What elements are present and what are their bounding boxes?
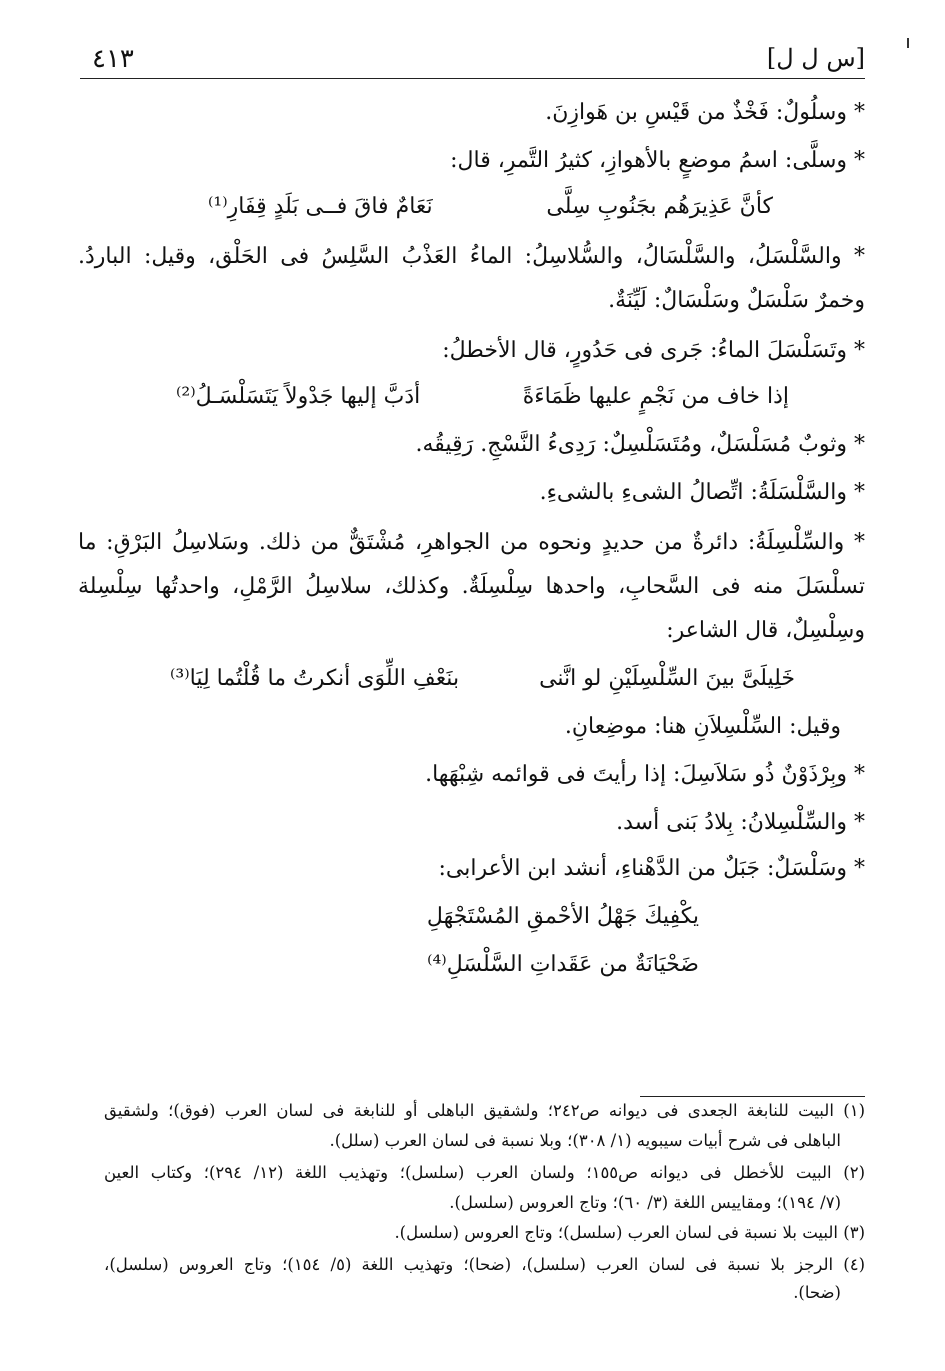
entry-line: وسِلْسِلٌ، قال الشاعر:	[666, 618, 865, 643]
footnote-line: (٧/ ١٩٤)؛ ومقاييس اللغة (٣/ ٦٠)؛ وتاج العروس (سلسل).	[449, 1193, 841, 1212]
entry-line: * والسِّلْسِلانُ: بِلادُ بَنى أسد.	[616, 810, 865, 835]
verse-2-second-hemistich: أدَبَّ إليها جَدْولاً يَتَسَلْسَـلُ⁽²⁾	[176, 384, 421, 409]
entry-line: * وتَسَلْسَلَ الماءُ: جَرى فى حَدُورٍ، قال الأخطلُ:	[442, 338, 865, 363]
entry-line: تسلْسَلَ منه فى السَّحابِ، واحدها سِلْسِلَةٌ. وكذلك، سلاسِلُ الرَّمْلِ، واحدتُها سِلْسِلة	[78, 574, 865, 599]
verse-1-second-hemistich: نَعَامٌ فاقَ فــى بَلَدٍ قِفَارِ⁽¹⁾	[208, 194, 433, 219]
header-rule	[80, 78, 865, 79]
entry-line: * وسَلْسَلٌ: جَبَلٌ من الدَّهْناءِ، أنشد ابن الأعرابى:	[438, 856, 865, 881]
entry-line: * وبِرْذَوْنٌ ذُو سَلاَسِلَ: إذا رأيتَ فى قوائمه شِبْهَها.	[425, 762, 865, 787]
verse-3-second-hemistich: بنَعْفِ اللِّوَى أنكرتُ ما قُلْتُما لِيَا⁽³⁾	[170, 666, 460, 691]
section-header: [س ل ل]	[766, 44, 865, 72]
entry-line: * والسَّلْسَلَةُ: اتِّصالُ الشىءِ بالشىءِ.	[539, 480, 865, 505]
footnote-rule	[640, 1096, 865, 1097]
entry-line: * وسلَّى: اسمُ موضعٍ بالأهوازِ، كثيرُ التَّمرِ، قال:	[450, 148, 865, 173]
entry-line: وخمرٌ سَلْسَلٌ وسَلْسَالٌ: لَيِّنَةٌ.	[608, 288, 865, 313]
footnote-line: (ضحا).	[793, 1283, 841, 1302]
entry-line: * وثوبٌ مُسَلْسَلٌ، ومُتَسَلْسِلٌ: رَدِىءُ النَّسْجِ. رَقِيقُه.	[415, 432, 865, 457]
entry-line: * والسِّلْسِلَةُ: دائرةٌ من حديدٍ ونحوه من الجواهرِ، مُشْتَقٌّ من ذلك. وسَلاسِلُ البَرْقِ: ما	[78, 530, 865, 555]
entry-line: وقيل: السِّلْسِلاَنِ هنا: موضِعانِ.	[564, 714, 841, 739]
verse-3-first-hemistich: خَلِيلَىَّ بينَ السِّلْسِلَيْنِ لو انَّنى	[539, 666, 795, 691]
verse-1-first-hemistich: كأنَّ عَذِيرَهُم بجَنُوبِ سِلَّى	[546, 194, 773, 219]
footnote-line: (٢) البيت للأخطل فى ديوانه ص١٥٥؛ ولسان العرب (سلسل)؛ وتهذيب اللغة (١٢/ ٢٩٤)؛ وكتاب العين	[104, 1163, 865, 1182]
entry-line: * والسَّلْسَلُ، والسَّلْسَالُ، والسُّلاسِلُ: الماءُ العَذْبُ السَّلِسُ فى الحَلْق، وقيل: الباردُ.	[78, 244, 865, 269]
footnote-line: الباهلى فى شرح أبيات سيبويه (١/ ٣٠٨)؛ وبلا نسبة فى لسان العرب (سلل).	[329, 1131, 841, 1150]
entry-line: * وسلُولٌ: فَخْذٌ من قَيْسِ بن هَوازِنَ.	[545, 100, 865, 125]
footnote-line: (٣) البيت بلا نسبة فى لسان العرب (سلسل)؛ وتاج العروس (سلسل).	[394, 1223, 865, 1242]
rajaz-line-1: يكْفِيكَ جَهْلُ الأحْمقِ المُسْتَجْهَلِ	[426, 904, 699, 929]
footnote-line: (١) البيت للنابغة الجعدى فى ديوانه ص٢٤٢؛ ولشقيق الباهلى أو للنابغة فى لسان العرب (فوق)؛ ولشقيق	[104, 1101, 865, 1120]
page-number: ٤١٣	[92, 44, 134, 74]
verse-2-first-hemistich: إذا خاف من نَجْمٍ عليها ظَمَاءَةً	[522, 384, 789, 409]
margin-mark	[907, 38, 909, 48]
rajaz-line-2: ضَحْيَانَةٌ من عَقَداتِ السَّلْسَلِ⁽⁴⁾	[427, 952, 699, 977]
footnote-line: (٤) الرجز بلا نسبة فى لسان العرب (سلسل)، (ضحا)؛ وتهذيب اللغة (٥/ ١٥٤)؛ وتاج العروس (سلسل)،	[104, 1255, 865, 1274]
